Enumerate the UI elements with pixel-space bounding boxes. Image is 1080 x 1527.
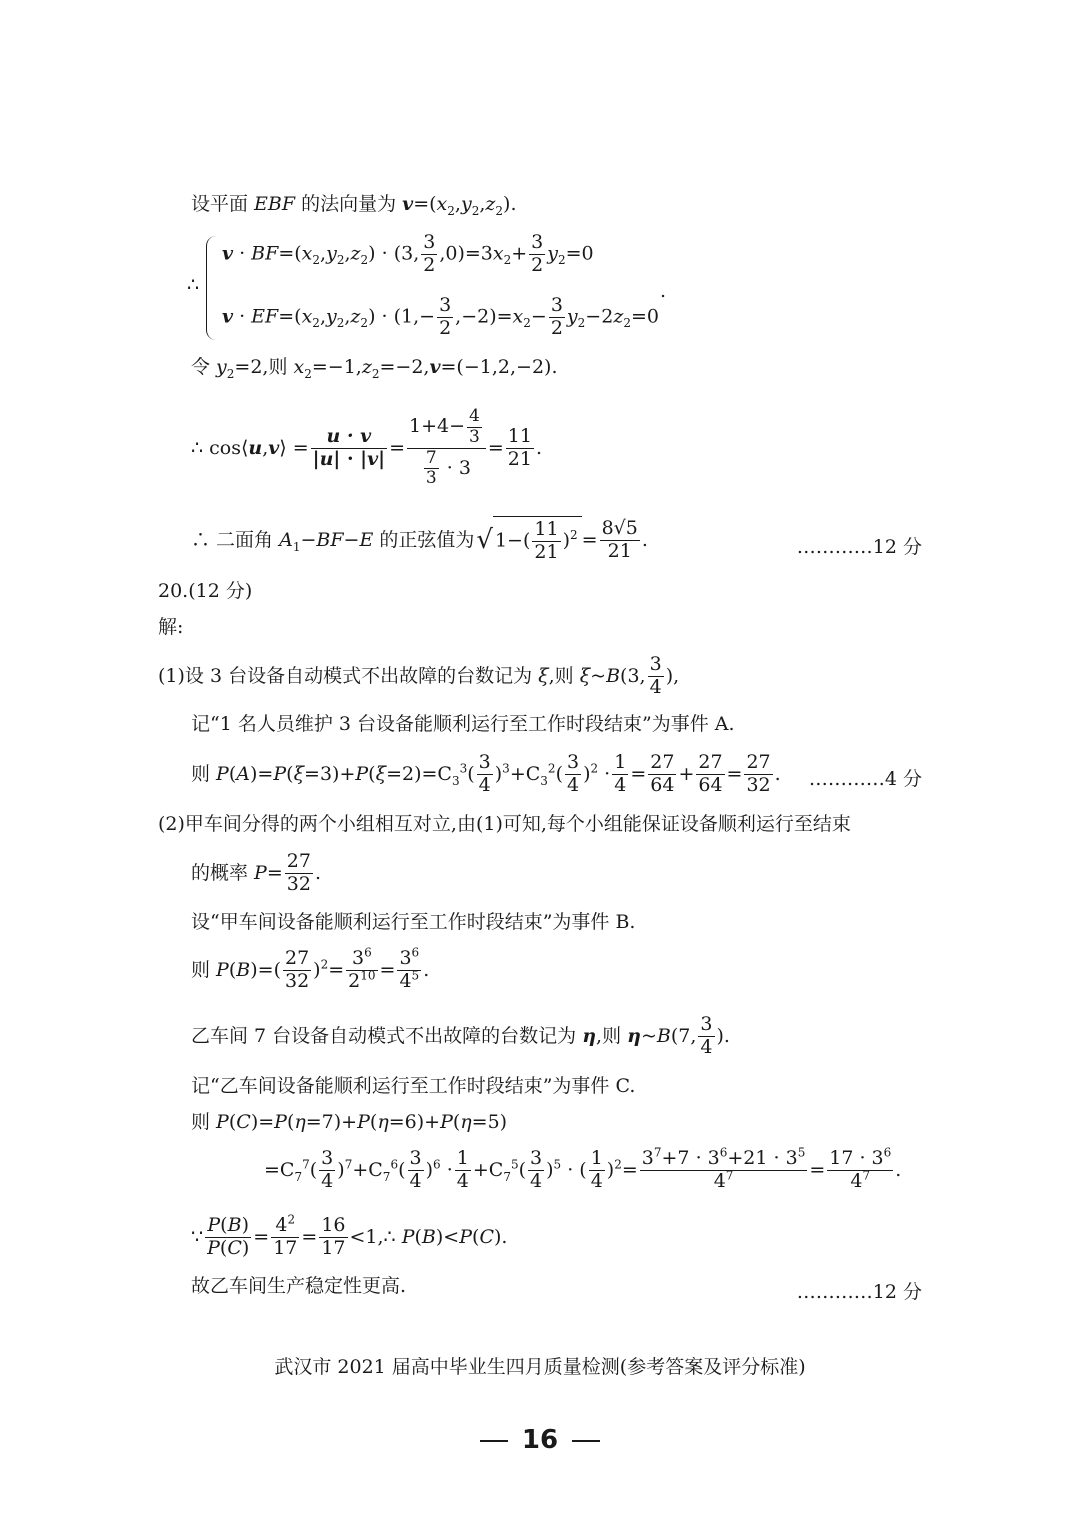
eta-distribution: 乙车间 7 台设备自动模式不出故障的台数记为 η,则 η~B(7, $\frac{3}{4}$ ).	[191, 1012, 730, 1058]
event-c-definition: 记“乙车间设备能顺利运行至工作时段结束”为事件 C.	[191, 1075, 636, 1097]
probability-p: 的概率 P= $\frac{27}{32}$ .	[191, 849, 321, 895]
footer-caption: 武汉市 2021 届高中毕业生四月质量检测(参考答案及评分标准)	[274, 1356, 806, 1378]
part1-intro: (1)设 3 台设备自动模式不出故障的台数记为 ξ,则 ξ~B(3, $\frac{3}{4}$ ),	[158, 652, 680, 698]
sine-result-num: 8√5	[601, 516, 638, 539]
conclusion: 故乙车间生产稳定性更高.	[191, 1275, 407, 1297]
equation-system-brace	[206, 236, 221, 340]
event-a-definition: 记“1 名人员维护 3 台设备能顺利运行至工作时段结束”为事件 A.	[191, 713, 735, 735]
cosine-expression: ∴ cos⟨u,v⟩ = $\frac{u \cdot v}{|u| \cdot |v|}$ = 1+4− $\frac{4}{3}$ $\frac{7}{3}$ · 3 = $\frac{11}{21}$ .	[191, 406, 542, 489]
solution-label: 解:	[158, 616, 184, 638]
event-b-definition: 设“甲车间设备能顺利运行至工作时段结束”为事件 B.	[191, 911, 636, 933]
probability-c-line2: $=C_7^7$( $\frac{3}{4}$ )$^7+C_7^6$( $\frac{3}{4}$ )$^6$ · $\frac{1}{4}$ $+C_7^5$( $\frac{3}{4}$ )$^5$ · ( $\frac{1}{4}$ )$^2$= $\frac{3^7+7 \cdot 3^6+21 \cdot 3^5}{4^7}$ = $\frac{17 \cdot 3^6}{4^7}$ .	[264, 1145, 902, 1192]
page-number: 16	[521, 1425, 559, 1455]
ratio-comparison: ∵ $\frac{P(B)}{P(C)}$ = $\frac{4^2}{17}$ = $\frac{16}{17}$ <1,∴ P(B)<P(C).	[191, 1212, 508, 1259]
cos-result-num: 11	[507, 424, 532, 447]
probability-c-line1: 则 P(C)=P(η=7)+P(η=6)+P(η=5)	[191, 1111, 508, 1133]
score-mark-12-b: …………12 分	[796, 1281, 922, 1303]
page-number-block	[0, 1425, 1080, 1455]
cos-result-den: 21	[507, 447, 532, 470]
sine-result-den: 21	[607, 539, 632, 562]
probability-a: 则 $P(A)=P(\xi=3)+P(\xi=2)=C_3^3$( $\frac{3}{4}$ )$^3+C_3^2$( $\frac{3}{4}$ )$^2$ · $\frac{1}{4}$ = $\frac{27}{64}$ + $\frac{27}{64}$ = $\frac{27}{32}$ .	[191, 750, 781, 796]
sine-expression: ∴ 二面角 $A_1-BF-E$ 的正弦值为 √ 1−( $\frac{11}{21}$ )$^2$ = $\frac{8√5}{21}$ .	[191, 516, 648, 563]
part2-intro: (2)甲车间分得的两个小组相互对立,由(1)可知,每个小组能保证设备顺利运行至结束	[158, 813, 851, 835]
probability-b: 则 P(B)=( $\frac{27}{32}$ )$^2$= $\frac{3^6}{2^{10}}$ = $\frac{3^6}{4^5}$ .	[191, 945, 430, 992]
therefore-symbol: ∴	[187, 274, 200, 296]
system-equation-2: $v \cdot EF=(x_2,y_2,z_2) \cdot (1,-$ $\frac{3}{2}$ $,-2)=x_2-$ $\frac{3}{2}$ $y_2-2z_2=0$	[222, 294, 659, 339]
system-equation-1: $v \cdot BF=(x_2,y_2,z_2) \cdot (3$, $\frac{3}{2}$ $,0)=3x_2+$ $\frac{3}{2}$ $y_2=0$	[222, 231, 594, 276]
score-mark-12-a: …………12 分	[796, 536, 922, 558]
system-end-period: .	[660, 280, 667, 302]
score-mark-4: …………4 分	[808, 768, 922, 790]
question-20-heading: 20.(12 分)	[158, 580, 253, 602]
let-statement: 令 $y_2=2$,则 $x_2=-1,z_2=-2,v=(-1,2,-2)$.	[191, 356, 558, 381]
left-dash	[480, 1440, 508, 1442]
normal-vector-statement: 设平面 EBF 的法向量为 $v=(x_2,y_2,z_2)$.	[191, 193, 517, 218]
right-dash	[572, 1440, 600, 1442]
